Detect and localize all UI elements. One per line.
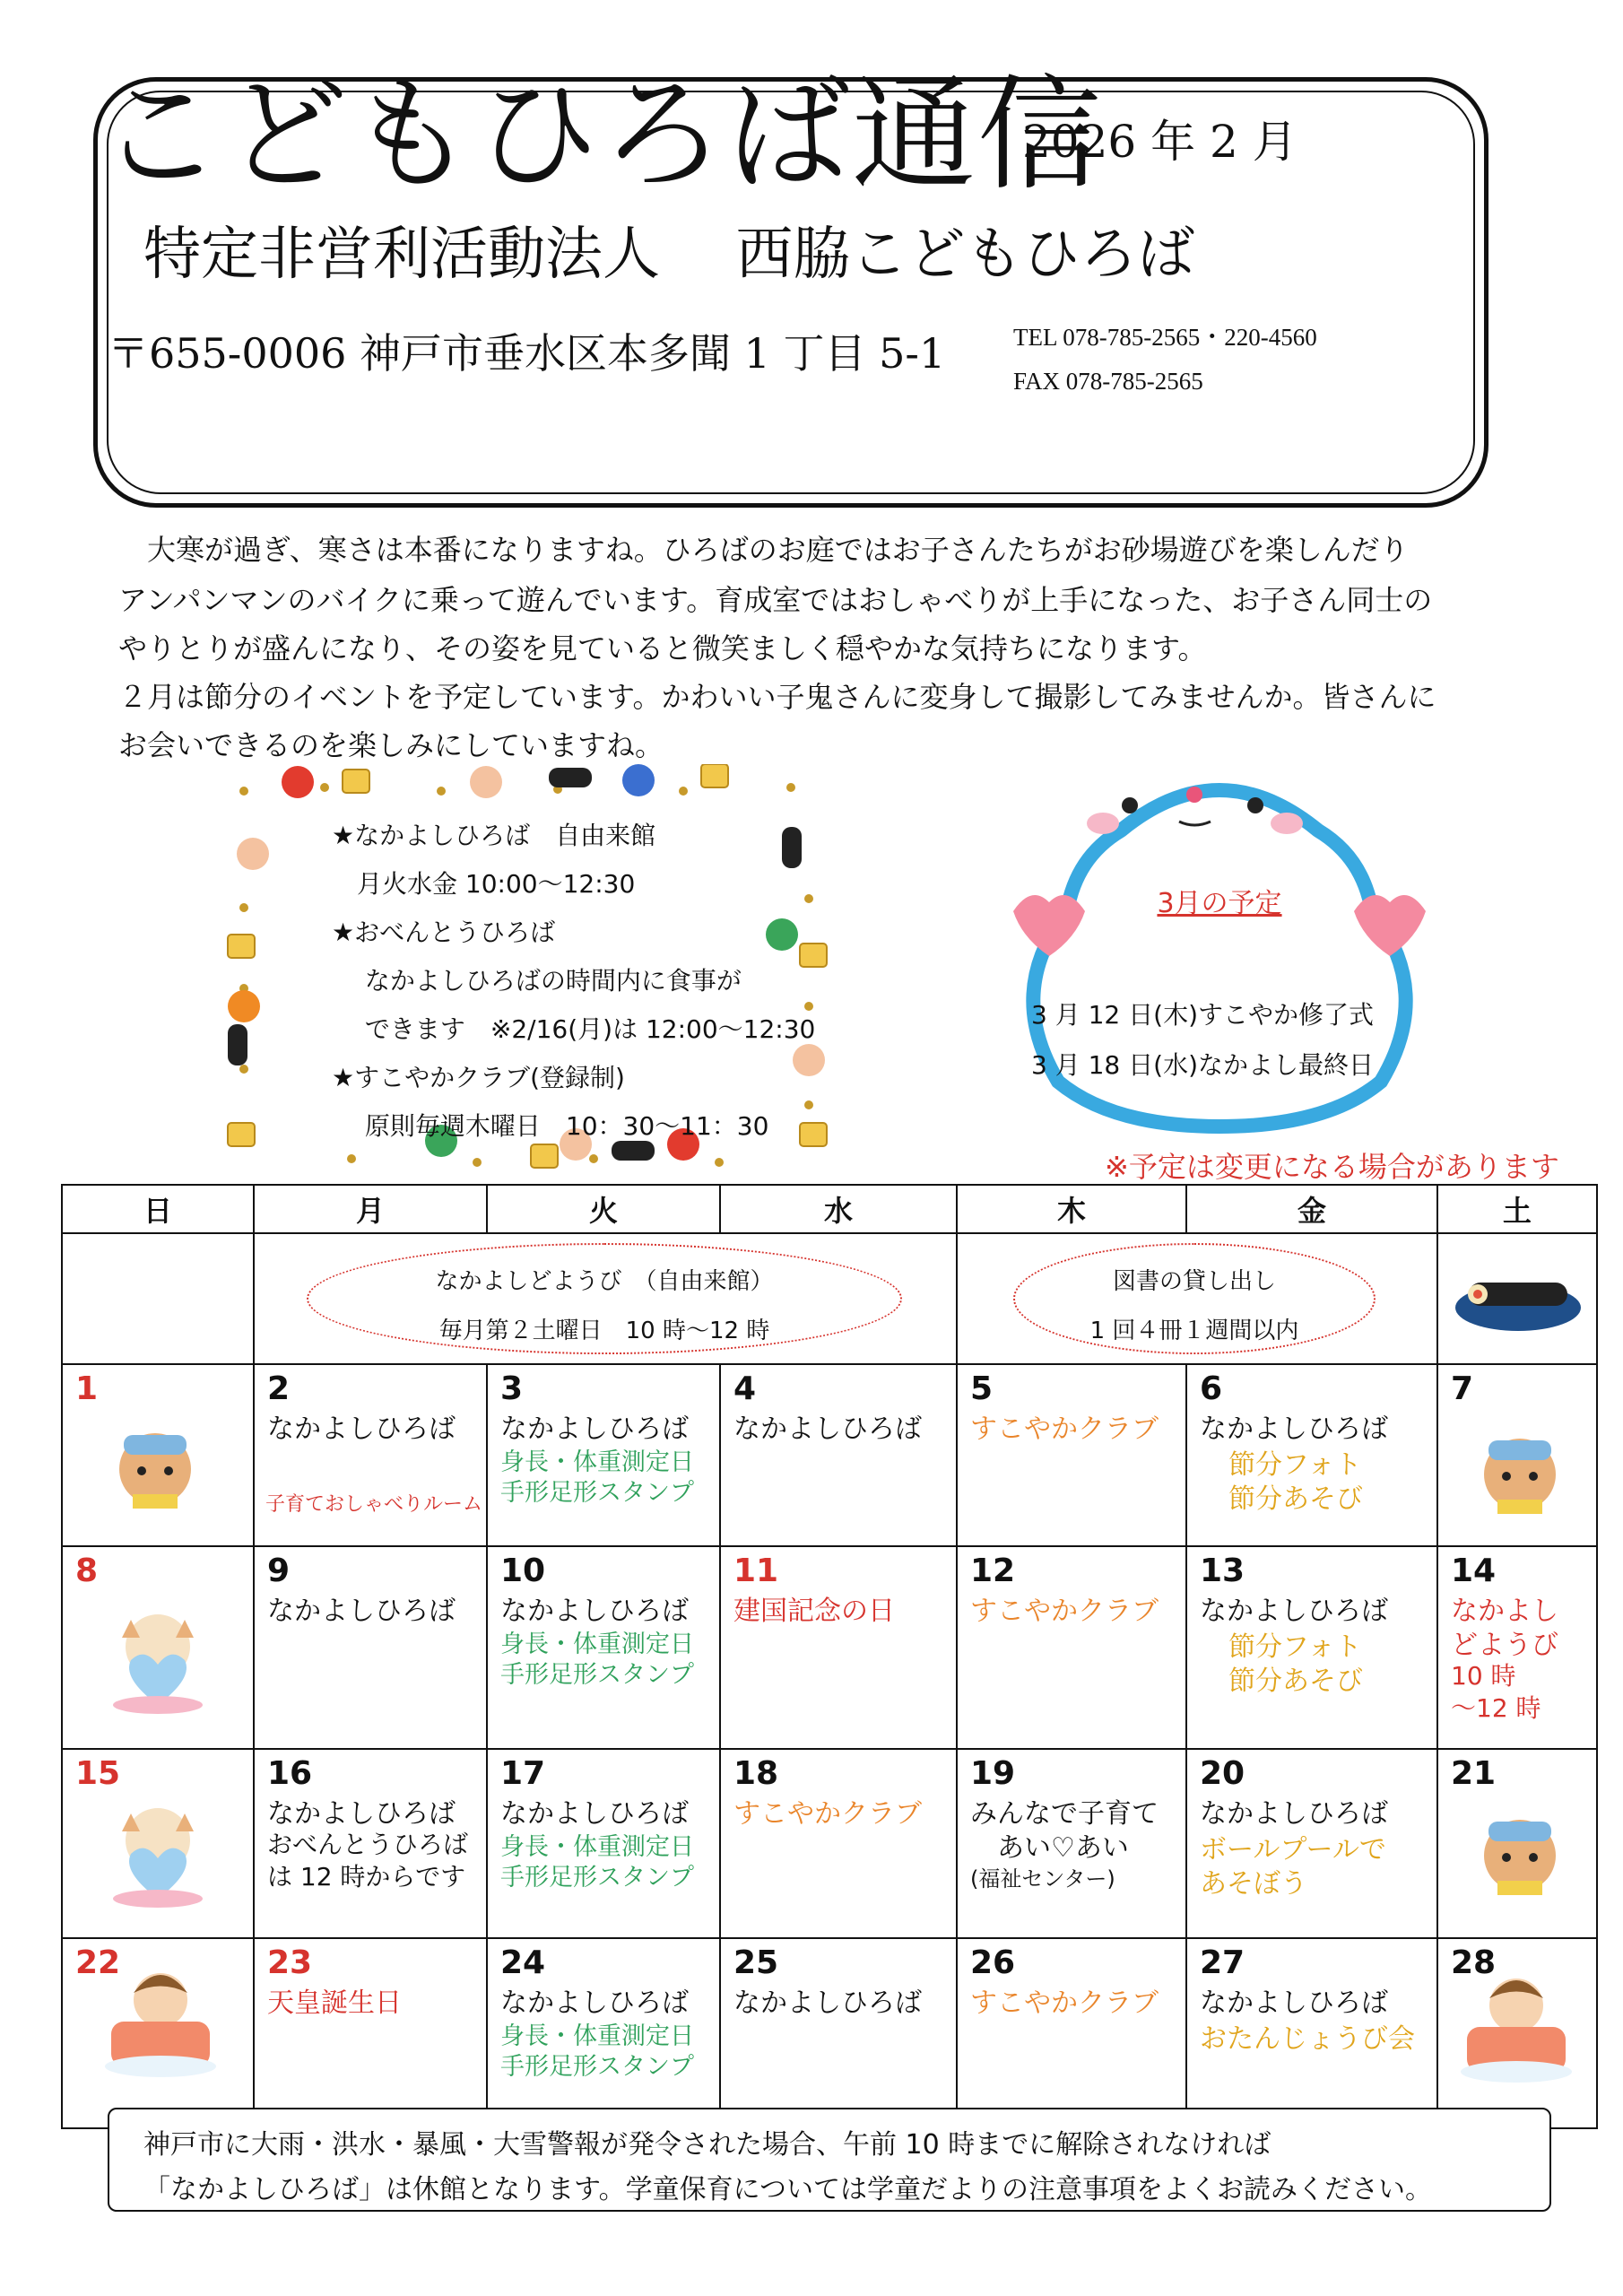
event-measure: 身長・体重測定日 — [500, 1832, 694, 1861]
event-measure: 身長・体重測定日 — [500, 1631, 694, 1659]
day-cell — [487, 1749, 720, 1939]
day-number: 28 — [1451, 1944, 1497, 1982]
day-cell — [254, 1546, 487, 1749]
event-stamp: 手形足形スタンプ — [500, 2053, 694, 2082]
day-cell — [1437, 1938, 1597, 2128]
event-nakayoshi: なかよしひろば — [500, 1797, 689, 1830]
day-number: 26 — [970, 1944, 1016, 1982]
day-cell — [1186, 1749, 1437, 1939]
event-holiday: 建国記念の日 — [733, 1596, 895, 1628]
event-oshaberi: 子育ておしゃべりルーム — [265, 1492, 483, 1516]
event-sukoyaka: すこやかクラブ — [733, 1797, 922, 1830]
day-cell — [1437, 1546, 1597, 1749]
tel: TEL 078-785-2565・220-4560 — [1013, 324, 1317, 351]
march-schedule — [986, 759, 1453, 1143]
event-dobi: 10 時 — [1451, 1661, 1516, 1692]
day-number: 27 — [1200, 1944, 1245, 1982]
program-box — [235, 773, 836, 1175]
calendar-table — [61, 1184, 1598, 2129]
march-item: 3 月 18 日(水)なかよし最終日 — [1031, 1050, 1374, 1080]
day-number: 10 — [500, 1552, 546, 1590]
day-cell — [1437, 1364, 1597, 1547]
day-cell — [720, 1749, 957, 1939]
event-pool: あそぼう — [1200, 1867, 1307, 1900]
issue-date: 2026 年 2 月 — [1022, 116, 1298, 168]
program-line: ★すこやかクラブ(登録制) — [332, 1063, 625, 1092]
event-dobi: なかよし — [1451, 1596, 1558, 1628]
day-number: 6 — [1200, 1370, 1223, 1407]
march-item: 3 月 12 日(木)すこやか修了式 — [1031, 1000, 1374, 1030]
notice-line: 「なかよしひろば」は休館となります。学童保育については学童だよりの注意事項をよくお読みください。 — [143, 2174, 1432, 2205]
event-asobi: 節分あそび — [1228, 1483, 1363, 1515]
day-cell — [62, 1364, 254, 1547]
day-cell — [720, 1938, 957, 2128]
weekday-thu: 木 — [957, 1185, 1186, 1233]
day-number: 17 — [500, 1754, 546, 1792]
library-notice — [1013, 1243, 1376, 1354]
day-number: 18 — [733, 1754, 779, 1792]
intro-line: 大寒が過ぎ、寒さは本番になりますね。ひろばのお庭ではお子さんたちがお砂場遊びを楽しんだり — [118, 533, 1409, 567]
day-cell — [487, 1364, 720, 1547]
event-measure: 身長・体重測定日 — [500, 2022, 694, 2051]
day-cell — [487, 1938, 720, 2128]
day-cell — [254, 1749, 487, 1939]
day-cell — [1186, 1938, 1437, 2128]
event-sukoyaka: すこやかクラブ — [970, 1596, 1159, 1628]
event-nakayoshi: なかよしひろば — [733, 1413, 922, 1445]
weekday-sun: 日 — [62, 1185, 254, 1233]
day-number: 25 — [733, 1944, 779, 1982]
day-number: 1 — [75, 1370, 99, 1407]
event-nakayoshi: なかよしひろば — [1200, 1797, 1388, 1830]
day-number: 19 — [970, 1754, 1016, 1792]
weekday-fri: 金 — [1186, 1185, 1437, 1233]
day-cell — [1186, 1364, 1437, 1547]
day-number: 24 — [500, 1944, 546, 1982]
day-number: 20 — [1200, 1754, 1245, 1792]
event-nakayoshi: なかよしひろば — [1200, 1596, 1388, 1628]
day-number: 2 — [267, 1370, 291, 1407]
intro-line: お会いできるのを楽しみにしていますね。 — [118, 728, 664, 762]
notice-cell-right — [957, 1233, 1437, 1363]
day-cell — [62, 1938, 254, 2128]
weekday-sat: 土 — [1437, 1185, 1597, 1233]
weekday-mon: 月 — [254, 1185, 487, 1233]
day-cell — [254, 1364, 487, 1547]
day-cell — [254, 1938, 487, 2128]
program-line: なかよしひろばの時間内に食事が — [332, 966, 742, 996]
oni-bear-icon — [106, 1415, 204, 1514]
event-nakayoshi: なかよしひろば — [267, 1596, 456, 1628]
notice-line: 図書の貸し出し — [1112, 1268, 1276, 1296]
day-number: 5 — [970, 1370, 994, 1407]
day-number: 14 — [1451, 1552, 1497, 1590]
event-nakayoshi: なかよしひろば — [733, 1987, 922, 2020]
event-minna: みんなで子育て — [970, 1797, 1159, 1830]
event-pool: ボールプールで — [1200, 1833, 1386, 1866]
day-cell — [957, 1364, 1186, 1547]
day-number: 7 — [1451, 1370, 1474, 1407]
day-cell — [62, 1749, 254, 1939]
empty-cell — [62, 1233, 254, 1363]
snowman-illustration — [986, 759, 1453, 1143]
program-line: 月火水金 10:00～12:30 — [332, 869, 636, 899]
intro-line: アンパンマンのバイクに乗って遊んでいます。育成室ではおしゃべりが上手になった、お子さん同士の — [118, 583, 1433, 617]
event-minna: あい♡あい — [997, 1831, 1129, 1864]
event-bento: おべんとうひろば — [267, 1829, 469, 1859]
event-nakayoshi: なかよしひろば — [267, 1413, 456, 1445]
day-cell — [720, 1546, 957, 1749]
nakayoshi-doyobi-notice — [307, 1243, 902, 1354]
day-cell — [720, 1364, 957, 1547]
day-cell — [957, 1749, 1186, 1939]
event-stamp: 手形足形スタンプ — [500, 1661, 694, 1690]
notice-line: なかよしどようび （自由来館） — [435, 1268, 774, 1296]
oni-bear-icon — [1471, 1802, 1569, 1900]
program-line: できます ※2/16(月)は 12:00～12:30 — [332, 1014, 816, 1044]
warning-notice — [108, 2108, 1551, 2212]
day-number: 22 — [75, 1944, 121, 1982]
intro-line: やりとりが盛んになり、その姿を見ていると微笑ましく穏やかな気持ちになります。 — [118, 631, 1207, 665]
event-photo: 節分フォト — [1228, 1631, 1362, 1664]
empty-cell — [1437, 1233, 1597, 1363]
event-stamp: 手形足形スタンプ — [500, 1863, 694, 1892]
day-number: 8 — [75, 1552, 99, 1590]
day-number: 4 — [733, 1370, 757, 1407]
day-number: 13 — [1200, 1552, 1245, 1590]
event-stamp: 手形足形スタンプ — [500, 1478, 694, 1507]
event-nakayoshi: なかよしひろば — [500, 1987, 689, 2020]
event-nakayoshi: なかよしひろば — [267, 1797, 456, 1830]
event-holiday: 天皇誕生日 — [267, 1987, 402, 2020]
event-birthday: おたんじょうび会 — [1200, 2023, 1415, 2056]
schedule-change-note: ※予定は変更になる場合があります — [1105, 1150, 1559, 1184]
kotatsu-child-icon — [102, 1966, 219, 2083]
event-dobi: ～12 時 — [1451, 1693, 1541, 1724]
weekday-wed: 水 — [720, 1185, 957, 1233]
program-line: ★おべんとうひろば — [332, 918, 556, 947]
event-nakayoshi: なかよしひろば — [500, 1596, 689, 1628]
newsletter-title: こどもひろば通信 — [99, 63, 1104, 207]
event-sukoyaka: すこやかクラブ — [970, 1987, 1159, 2020]
notice-line: 1 回４冊１週間以内 — [1089, 1318, 1299, 1345]
day-cell — [1437, 1749, 1597, 1939]
program-line: 原則毎週木曜日 10：30～11：30 — [332, 1111, 769, 1141]
day-number: 15 — [75, 1754, 121, 1792]
notice-line: 神戸市に大雨・洪水・暴風・大雪警報が発令された場合、午前 10 時までに解除されなければ — [143, 2129, 1271, 2161]
fax: FAX 078-785-2565 — [1013, 368, 1203, 395]
address: 〒655-0006 神戸市垂水区本多聞 1 丁目 5-1 — [108, 329, 946, 378]
event-photo: 節分フォト — [1228, 1448, 1362, 1481]
event-nakayoshi: なかよしひろば — [500, 1413, 689, 1445]
cat-heart-icon — [104, 1800, 212, 1908]
weekday-tue: 火 — [487, 1185, 720, 1233]
day-cell — [62, 1546, 254, 1749]
day-cell — [957, 1546, 1186, 1749]
notice-cell-left — [254, 1233, 957, 1363]
day-cell — [1186, 1546, 1437, 1749]
day-number: 12 — [970, 1552, 1016, 1590]
day-number: 11 — [733, 1552, 779, 1590]
organization-name: 特定非営利活動法人 西脇こどもひろば — [143, 222, 1195, 288]
kotatsu-child-icon — [1458, 1971, 1575, 2088]
event-nakayoshi: なかよしひろば — [1200, 1413, 1388, 1445]
event-minna: (福祉センター) — [970, 1866, 1115, 1892]
cat-heart-icon — [104, 1606, 212, 1714]
day-number: 21 — [1451, 1754, 1497, 1792]
day-cell — [957, 1938, 1186, 2128]
day-number: 3 — [500, 1370, 524, 1407]
event-bento: は 12 時からです — [267, 1861, 466, 1892]
event-dobi: どようび — [1451, 1630, 1558, 1662]
notice-line: 毎月第２土曜日 10 時～12 時 — [438, 1318, 770, 1345]
day-cell — [487, 1546, 720, 1749]
day-number: 23 — [267, 1944, 313, 1982]
event-measure: 身長・体重測定日 — [500, 1448, 694, 1476]
program-line: ★なかよしひろば 自由来館 — [332, 821, 656, 850]
event-asobi: 節分あそび — [1228, 1665, 1363, 1698]
intro-line: ２月は節分のイベントを予定しています。かわいい子鬼さんに変身して撮影してみませんか。皆さんに — [118, 680, 1436, 714]
event-sukoyaka: すこやかクラブ — [970, 1413, 1159, 1445]
day-number: 16 — [267, 1754, 313, 1792]
oni-bear-icon — [1471, 1421, 1569, 1519]
ehomaki-icon — [1451, 1263, 1585, 1335]
day-number: 9 — [267, 1552, 291, 1590]
event-nakayoshi: なかよしひろば — [1200, 1987, 1388, 2020]
march-title: 3月の予定 — [1157, 888, 1282, 919]
